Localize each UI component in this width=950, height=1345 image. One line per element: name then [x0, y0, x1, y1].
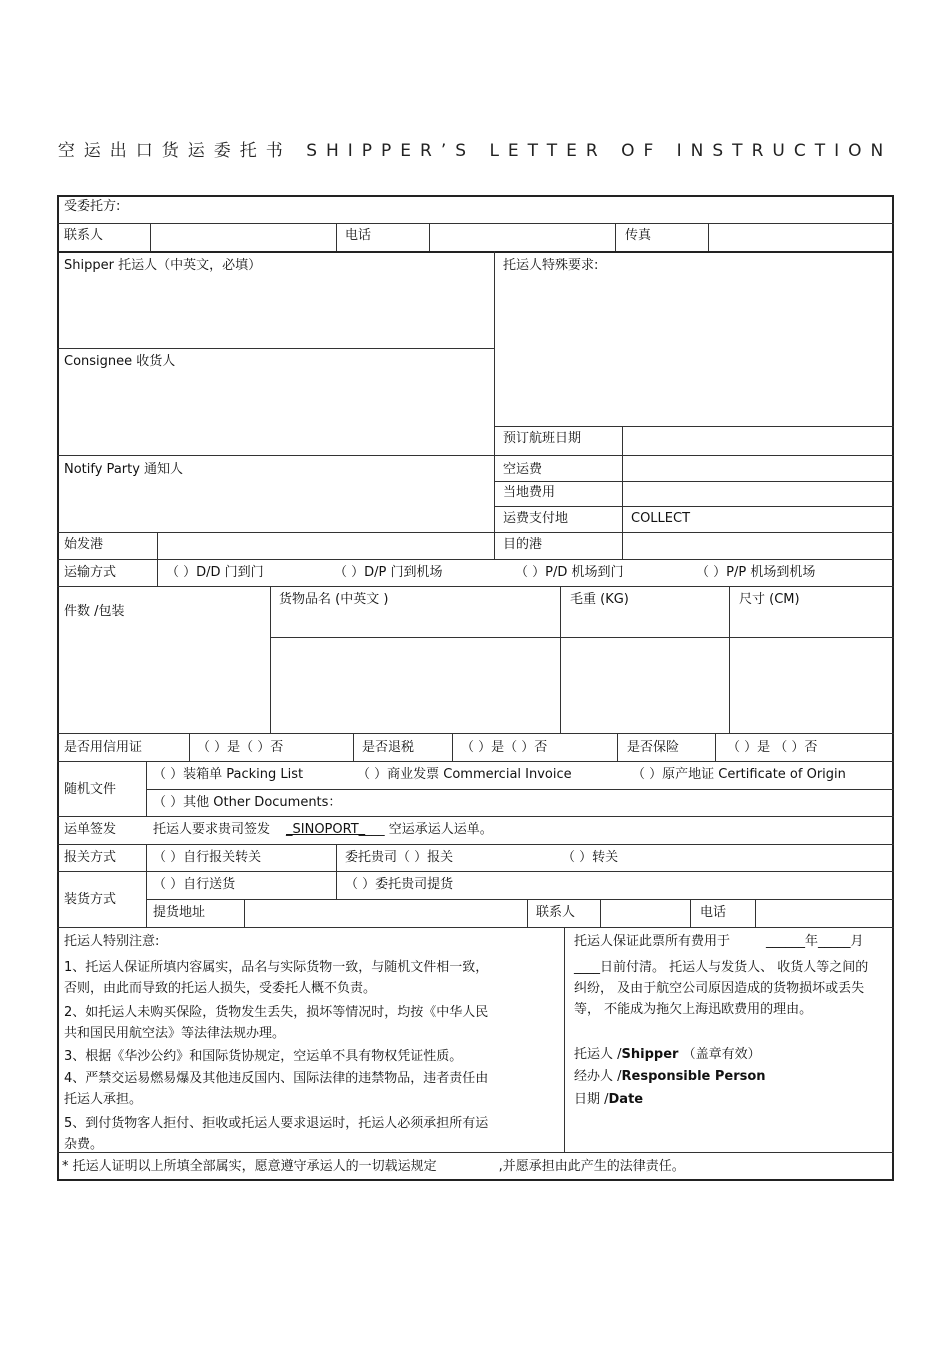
- guarantee-responsible-en: Responsible Person: [621, 1069, 766, 1084]
- loading-pickup[interactable]: （ ）委托贵司提货: [345, 877, 454, 892]
- guarantee-prefix: 托运人保证此票所有费用于: [574, 934, 731, 949]
- loading-label: 装货方式: [64, 892, 117, 907]
- notify-party-label: Notify Party 通知人: [64, 462, 184, 477]
- consignee-label: Consignee 收货人: [64, 354, 176, 369]
- document-title: 空运出口货运委托书 SHIPPER’S LETTER OF INSTRUCTION: [57, 141, 893, 161]
- guarantee-body: [574, 957, 874, 1020]
- transport-option-dd[interactable]: （ ）D/D 门到门: [166, 565, 264, 580]
- origin-port-label: 始发港: [64, 537, 104, 552]
- gross-weight-label: 毛重 (KG): [570, 592, 629, 607]
- note-item: 4、严禁交运易燃易爆及其他违反国内、国际法律的违禁物品，违者责任由托运人承担。: [64, 1071, 489, 1107]
- air-freight-label: 空运费: [503, 462, 543, 477]
- rule: [57, 816, 894, 817]
- rule: [146, 789, 894, 790]
- rule: [57, 532, 894, 533]
- tax-refund-options[interactable]: （ ）是（ ）否: [461, 740, 548, 755]
- guarantee-line1: [574, 934, 864, 950]
- rule: [146, 899, 894, 900]
- rule: [157, 532, 158, 586]
- rule: [615, 223, 616, 251]
- rule: [729, 586, 730, 733]
- rule: [270, 586, 271, 733]
- rule: [57, 223, 894, 224]
- waybill-suffix: ___ 空运承运人运单。: [365, 822, 493, 837]
- pickup-phone-label: 电话: [700, 905, 727, 920]
- insurance-label: 是否保险: [627, 740, 680, 755]
- rule: [452, 733, 453, 761]
- payment-place-label: 运费支付地: [503, 511, 569, 526]
- guarantee-responsible-prefix: 经办人 /: [574, 1069, 622, 1084]
- rule: [57, 586, 894, 587]
- rule: [600, 899, 601, 927]
- transport-option-pp[interactable]: （ ）P/P 机场到机场: [696, 565, 816, 580]
- customs-label: 报关方式: [64, 850, 117, 865]
- payment-place-value: COLLECT: [631, 511, 691, 526]
- rule: [57, 559, 894, 560]
- notes-heading: 托运人特别注意:: [64, 934, 160, 949]
- note-item: 1、托运人保证所填内容属实，品名与实际货物一致，与随机文件相一致，否则，由此而导致的托运人损失，受委托人概不负责。: [64, 960, 489, 996]
- rule: [57, 844, 894, 845]
- guarantee-year: 年: [805, 934, 819, 949]
- note-item: 5、到付货物客人拒付、拒收或托运人要求退运时，托运人必须承担所有运杂费。: [64, 1116, 489, 1152]
- customs-agent[interactable]: 委托贵司（ ）报关: [345, 850, 454, 865]
- guarantee-date-prefix: 日期 /: [574, 1092, 609, 1107]
- rule: [617, 733, 618, 761]
- fax-label: 传真: [625, 228, 652, 243]
- guarantee-blank-year: ______: [766, 934, 806, 949]
- rule: [494, 426, 894, 427]
- footer-statement: * 托运人证明以上所填全部属实，愿意遵守承运人的一切载运规定 ,并愿承担由此产生的法律责任。: [62, 1159, 685, 1174]
- dimensions-label: 尺寸 (CM): [739, 592, 800, 607]
- note-item: 2、如托运人未购买保险，货物发生丢失，损坏等情况时，均按《中华人民共和国民用航空法》等法律法规办理。: [64, 1005, 489, 1041]
- guarantee-month: 月: [850, 934, 864, 949]
- rule: [715, 733, 716, 761]
- guarantee-responsible: [574, 1069, 766, 1085]
- rule: [429, 223, 430, 251]
- guarantee-shipper-en: Shipper: [621, 1047, 679, 1062]
- rule: [57, 733, 894, 734]
- local-charges-label: 当地费用: [503, 485, 556, 500]
- rule: [336, 844, 337, 899]
- rule: [527, 899, 528, 927]
- phone-label: 电话: [345, 228, 372, 243]
- document-commercial-invoice[interactable]: （ ）商业发票 Commercial Invoice: [357, 767, 572, 782]
- rule: [146, 761, 147, 816]
- note-item: 3、根据《华沙公约》和国际货协规定，空运单不具有物权凭证性质。: [64, 1049, 463, 1064]
- goods-name-label: 货物品名 (中英文 ): [279, 592, 389, 607]
- tax-refund-label: 是否退税: [362, 740, 415, 755]
- guarantee-text: 日前付清。 托运人与发货人、 收货人等之间的纠纷， 及由于航空公司原因造成的货物损坏或丢失等， 不能成为拖欠上海迅欧费用的理由。: [574, 960, 869, 1017]
- flight-date-label: 预订航班日期: [503, 431, 582, 446]
- waybill-company: _SINOPORT_: [286, 822, 366, 837]
- guarantee-shipper: [574, 1047, 761, 1063]
- entrusting-party-label: 受委托方:: [64, 199, 121, 214]
- rule: [622, 426, 623, 559]
- documents-label: 随机文件: [64, 782, 117, 797]
- rule: [57, 871, 894, 872]
- rule: [57, 251, 894, 253]
- rule: [494, 251, 495, 559]
- rule: [755, 899, 756, 927]
- rule: [189, 733, 190, 761]
- guarantee-shipper-prefix: 托运人 /: [574, 1047, 622, 1062]
- rule: [690, 899, 691, 927]
- guarantee-blank-day: ____: [574, 960, 600, 975]
- guarantee-date: [574, 1092, 643, 1108]
- rule: [57, 455, 894, 456]
- rule: [564, 927, 565, 1152]
- contact-label: 联系人: [64, 228, 104, 243]
- waybill-statement: [153, 822, 493, 838]
- insurance-options[interactable]: （ ）是 （ ）否: [727, 740, 818, 755]
- transport-option-dp[interactable]: （ ）D/P 门到机场: [334, 565, 443, 580]
- rule: [708, 223, 709, 251]
- letter-of-credit-options[interactable]: （ ）是（ ）否: [197, 740, 284, 755]
- document-other[interactable]: （ ）其他 Other Documents：: [153, 795, 342, 810]
- rule: [57, 927, 894, 928]
- document-certificate-of-origin[interactable]: （ ）原产地证 Certificate of Origin: [632, 767, 846, 782]
- rule: [146, 844, 147, 927]
- guarantee-blank-month: _____: [818, 934, 851, 949]
- rule: [270, 637, 894, 638]
- guarantee-date-en: Date: [608, 1092, 644, 1107]
- rule: [57, 761, 894, 762]
- rule: [336, 223, 337, 251]
- rule: [494, 506, 894, 507]
- loading-self[interactable]: （ ）自行送货: [153, 877, 236, 892]
- pieces-label: 件数 /包装: [64, 604, 125, 619]
- customs-transfer[interactable]: （ ）转关: [562, 850, 619, 865]
- special-requirements-label: 托运人特殊要求:: [503, 258, 599, 273]
- rule: [560, 586, 561, 733]
- letter-of-credit-label: 是否用信用证: [64, 740, 143, 755]
- transport-label: 运输方式: [64, 565, 117, 580]
- document-packing-list[interactable]: （ ）装箱单 Packing List: [153, 767, 304, 782]
- guarantee-shipper-suffix: （盖章有效）: [678, 1047, 761, 1062]
- waybill-label: 运单签发: [64, 822, 117, 837]
- transport-option-pd[interactable]: （ ）P/D 机场到门: [515, 565, 624, 580]
- shipper-label: Shipper 托运人（中英文，必填）: [64, 258, 262, 273]
- pickup-address-label: 提货地址: [153, 905, 206, 920]
- rule: [150, 223, 151, 251]
- pickup-contact-label: 联系人: [536, 905, 576, 920]
- destination-port-label: 目的港: [503, 537, 543, 552]
- rule: [244, 899, 245, 927]
- waybill-prefix: 托运人要求贵司签发: [153, 822, 271, 837]
- customs-self[interactable]: （ ）自行报关转关: [153, 850, 262, 865]
- rule: [353, 733, 354, 761]
- rule: [57, 348, 494, 349]
- rule: [494, 481, 894, 482]
